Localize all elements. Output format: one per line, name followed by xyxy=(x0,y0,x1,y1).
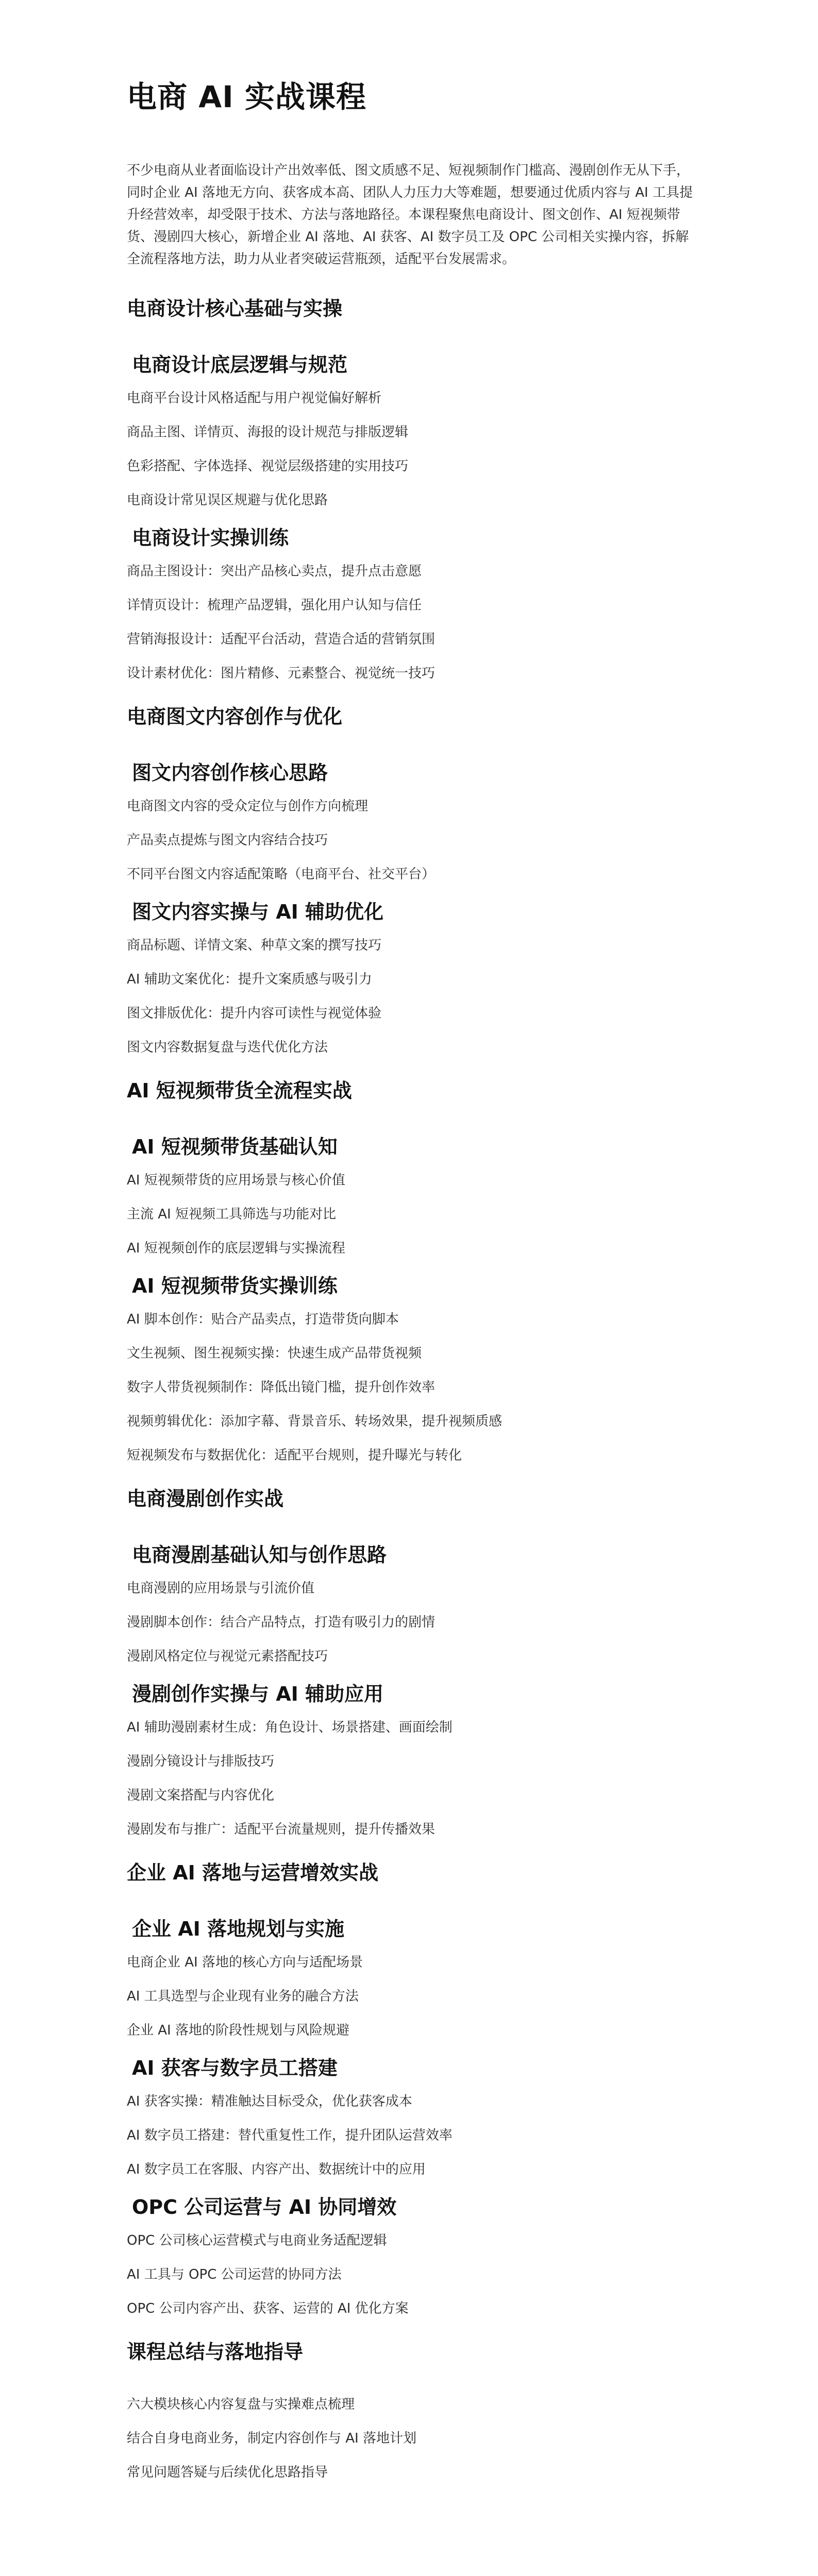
list-item: 主流 AI 短视频工具筛选与功能对比 xyxy=(127,1207,336,1222)
list-item: 详情页设计：梳理产品逻辑，强化用户认知与信任 xyxy=(127,598,422,613)
section-title: OPC 公司运营与 AI 协同增效 xyxy=(132,2196,397,2218)
list-item: 产品卖点提炼与图文内容结合技巧 xyxy=(127,833,328,848)
list-item: 常见问题答疑与后续优化思路指导 xyxy=(127,2465,328,2480)
module-title: 课程总结与落地指导 xyxy=(127,2341,304,2363)
list-item: 设计素材优化：图片精修、元素整合、视觉统一技巧 xyxy=(127,666,436,681)
list-item: 数字人带货视频制作：降低出镜门槛，提升创作效率 xyxy=(127,1380,436,1395)
course-section xyxy=(127,760,704,884)
list-item: 商品标题、详情文案、种草文案的撰写技巧 xyxy=(127,938,382,953)
course-section xyxy=(127,2194,704,2318)
modules-container xyxy=(127,295,704,2482)
list-item: AI 脚本创作：贴合产品卖点，打造带货向脚本 xyxy=(127,1312,399,1327)
list-item: 漫剧脚本创作：结合产品特点，打造有吸引力的剧情 xyxy=(127,1615,436,1630)
section-title: 图文内容实操与 AI 辅助优化 xyxy=(132,901,384,923)
course-section xyxy=(127,1542,704,1666)
list-item: AI 工具选型与企业现有业务的融合方法 xyxy=(127,1989,359,2004)
course-module xyxy=(127,1859,704,2318)
list-item: 视频剪辑优化：添加字幕、背景音乐、转场效果，提升视频质感 xyxy=(127,1414,503,1429)
section-title: AI 短视频带货基础认知 xyxy=(132,1136,338,1158)
module-title: 企业 AI 落地与运营增效实战 xyxy=(127,1861,379,1884)
course-section xyxy=(127,1916,704,2040)
section-title: 电商设计底层逻辑与规范 xyxy=(132,353,348,376)
list-item: 色彩搭配、字体选择、视觉层级搭建的实用技巧 xyxy=(127,459,409,474)
list-item: 图文排版优化：提升内容可读性与视觉体验 xyxy=(127,1006,382,1021)
section-title: 电商设计实操训练 xyxy=(132,527,289,549)
list-item: OPC 公司核心运营模式与电商业务适配逻辑 xyxy=(127,2233,387,2248)
section-title: AI 短视频带货实操训练 xyxy=(132,1275,338,1297)
section-title: 电商漫剧基础认知与创作思路 xyxy=(132,1544,387,1566)
list-item: AI 辅助漫剧素材生成：角色设计、场景搭建、画面绘制 xyxy=(127,1720,453,1735)
list-item: 漫剧文案搭配与内容优化 xyxy=(127,1788,275,1803)
course-module xyxy=(127,2338,704,2482)
course-document xyxy=(127,77,704,2502)
page-title: 电商 AI 实战课程 xyxy=(127,79,366,114)
course-section xyxy=(127,1273,704,1465)
list-item: 电商企业 AI 落地的核心方向与适配场景 xyxy=(127,1955,363,1970)
list-item: AI 数字员工在客服、内容产出、数据统计中的应用 xyxy=(127,2162,426,2177)
list-item: AI 辅助文案优化：提升文案质感与吸引力 xyxy=(127,972,372,987)
list-item: 商品主图、详情页、海报的设计规范与排版逻辑 xyxy=(127,425,409,440)
section-title: 企业 AI 落地规划与实施 xyxy=(132,1918,345,1940)
list-item: 电商漫剧的应用场景与引流价值 xyxy=(127,1581,315,1596)
course-module xyxy=(127,1077,704,1465)
list-item: 图文内容数据复盘与迭代优化方法 xyxy=(127,1040,328,1055)
course-module xyxy=(127,703,704,1057)
course-section xyxy=(127,525,704,683)
course-section xyxy=(127,899,704,1057)
list-item: OPC 公司内容产出、获客、运营的 AI 优化方案 xyxy=(127,2301,409,2316)
intro-paragraph: 不少电商从业者面临设计产出效率低、图文质感不足、短视频制作门槛高、漫剧创作无从下手，同时企业 AI 落地无方向、获客成本高、团队人力压力大等难题，想要通过优质内容与 AI 工具提升经营效率，却受限于技术、方法与落地路径。本课程聚焦电商设计、图文创作、AI 短视频带货、漫剧四大核心，新增企业 AI 落地、AI 获客、AI 数字员工及 OPC 公司相关实操内容，拆解全流程落地方法，助力从业者突破运营瓶颈，适配平台发展需求。 xyxy=(127,163,693,267)
course-module xyxy=(127,295,704,683)
list-item: 电商图文内容的受众定位与创作方向梳理 xyxy=(127,799,369,814)
list-item: 漫剧发布与推广：适配平台流量规则，提升传播效果 xyxy=(127,1822,436,1837)
list-item: AI 工具与 OPC 公司运营的协同方法 xyxy=(127,2267,342,2282)
section-title: 漫剧创作实操与 AI 辅助应用 xyxy=(132,1683,384,1705)
list-item: 六大模块核心内容复盘与实操难点梳理 xyxy=(127,2397,355,2412)
list-item: 漫剧分镜设计与排版技巧 xyxy=(127,1754,275,1769)
list-item: 电商设计常见误区规避与优化思路 xyxy=(127,493,328,508)
list-item: 企业 AI 落地的阶段性规划与风险规避 xyxy=(127,2023,349,2038)
list-item: 不同平台图文内容适配策略（电商平台、社交平台） xyxy=(127,867,436,882)
list-item: 文生视频、图生视频实操：快速生成产品带货视频 xyxy=(127,1346,422,1361)
list-item: 电商平台设计风格适配与用户视觉偏好解析 xyxy=(127,391,382,406)
list-item: AI 短视频创作的底层逻辑与实操流程 xyxy=(127,1241,345,1256)
list-item: 漫剧风格定位与视觉元素搭配技巧 xyxy=(127,1649,328,1664)
list-item: 营销海报设计：适配平台活动，营造合适的营销氛围 xyxy=(127,632,436,647)
course-section xyxy=(127,2055,704,2179)
course-section xyxy=(127,2395,704,2482)
module-title: 电商漫剧创作实战 xyxy=(127,1487,284,1510)
list-item: AI 短视频带货的应用场景与核心价值 xyxy=(127,1173,345,1188)
list-item: AI 数字员工搭建：替代重复性工作，提升团队运营效率 xyxy=(127,2128,453,2143)
course-section xyxy=(127,1681,704,1839)
module-title: AI 短视频带货全流程实战 xyxy=(127,1079,352,1102)
list-item: 短视频发布与数据优化：适配平台规则，提升曝光与转化 xyxy=(127,1448,462,1463)
course-section xyxy=(127,1134,704,1258)
section-title: 图文内容创作核心思路 xyxy=(132,761,328,784)
list-item: 商品主图设计：突出产品核心卖点，提升点击意愿 xyxy=(127,564,422,579)
module-title: 电商图文内容创作与优化 xyxy=(127,705,343,728)
module-title: 电商设计核心基础与实操 xyxy=(127,297,343,320)
list-item: AI 获客实操：精准触达目标受众，优化获客成本 xyxy=(127,2094,412,2109)
course-module xyxy=(127,1485,704,1839)
list-item: 结合自身电商业务，制定内容创作与 AI 落地计划 xyxy=(127,2431,416,2446)
section-title: AI 获客与数字员工搭建 xyxy=(132,2057,338,2079)
course-section xyxy=(127,352,704,510)
